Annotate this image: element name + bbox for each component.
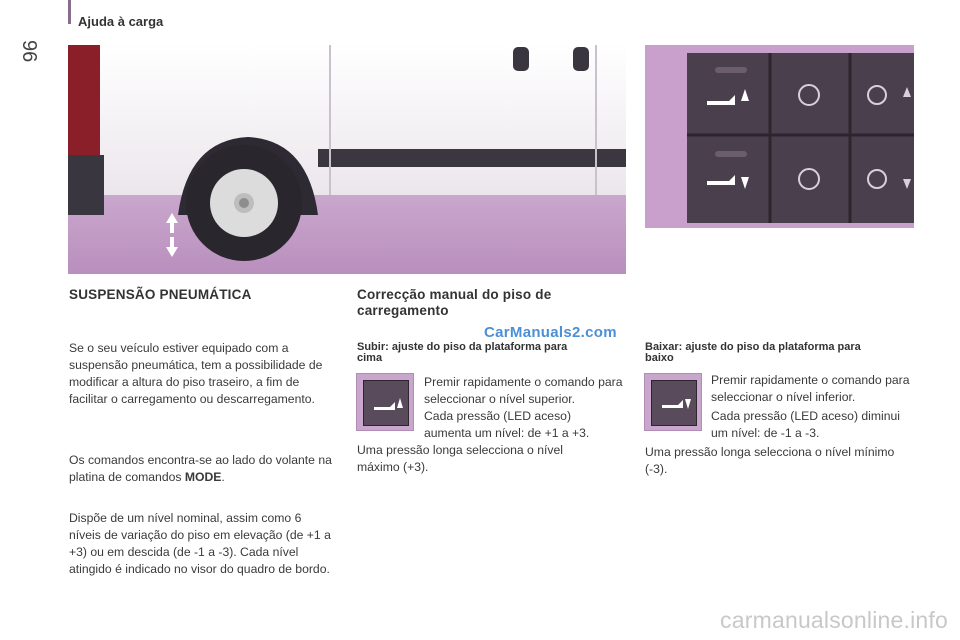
suspension-paragraph-3: Dispõe de um nível nominal, assim como 6 níveis de variação do piso em elevação (de +1 a +3) ou em descida (de -1 a -3). Cada nível atingido é indicado no visor do quadro de bordo. [69,511,331,576]
page-number: 96 [18,40,40,63]
suspension-paragraph-2: Os comandos encontra-se ao lado do volante na platina de comandos MODE. [69,453,332,484]
suspension-paragraph-1: Se o seu veículo estiver equipado com a suspensão pneumática, tem a possibilidade de modificar a altura do piso traseiro, a fim de facilitar o carregamento ou descarregamento. [69,341,323,406]
raise-button-icon [356,373,414,431]
suspension-heading: SUSPENSÃO PNEUMÁTICA [69,287,252,302]
section-title: Ajuda à carga [78,14,164,29]
raise-step-2: Cada pressão (LED aceso) aumenta um nível: de +1 a +3. [424,409,590,440]
control-panel-illustration [645,45,914,228]
lower-long-press: Uma pressão longa selecciona o nível mínimo (-3). [645,445,895,476]
lower-subtitle: Baixar: ajuste do piso da plataforma para baixo [645,341,861,364]
mode-label: MODE [184,470,222,484]
watermark-text: CarManuals2.com [484,324,617,341]
lower-button-icon [644,373,702,431]
raise-step-1: Premir rapidamente o comando para seleccionar o nível superior. [424,375,623,406]
footer-watermark: carmanualsonline.info [720,607,948,633]
van-suspension-illustration [68,45,626,274]
header-accent-bar [68,0,71,24]
manual-correction-heading: Correcção manual do piso de carregamento [357,287,552,318]
lower-step-2: Cada pressão (LED aceso) diminui um nível: de -1 a -3. [711,409,900,440]
lower-step-1: Premir rapidamente o comando para seleccionar o nível inferior. [711,373,910,404]
raise-long-press: Uma pressão longa selecciona o nível máximo (+3). [357,443,563,474]
raise-subtitle: Subir: ajuste do piso da plataforma para cima [357,341,568,364]
